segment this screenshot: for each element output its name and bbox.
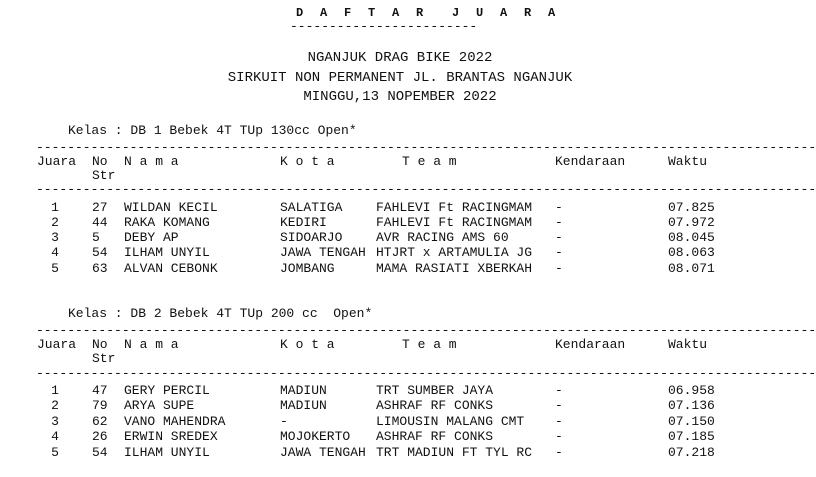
cell-no: 54 (92, 245, 108, 260)
cell-nama: ALVAN CEBONK (124, 261, 218, 276)
rule-top: ---------------------------------------------------------------------------------------------------- (36, 140, 816, 155)
event-venue: SIRKUIT NON PERMANENT JL. BRANTAS NGANJUK (227, 70, 573, 86)
cell-nama: GERY PERCIL (124, 383, 210, 398)
cell-team: ASHRAF RF CONKS (376, 398, 494, 413)
cell-no: 26 (92, 429, 108, 444)
cell-kendaraan: - (555, 230, 563, 245)
col-header-str: Str (92, 351, 116, 366)
cell-kota: MADIUN (280, 398, 327, 413)
cell-team: TRT MADIUN FT TYL RC (376, 445, 533, 460)
cell-team: MAMA RASIATI XBERKAH (376, 261, 533, 276)
event-name: NGANJUK DRAG BIKE 2022 (307, 50, 493, 66)
cell-kendaraan: - (555, 200, 563, 215)
cell-team: HTJRT x ARTAMULIA JG (376, 245, 533, 260)
cell-kendaraan: - (555, 398, 563, 413)
col-header-waktu: Waktu (668, 154, 708, 169)
col-header-kendaraan: Kendaraan (555, 154, 626, 169)
col-header-team: T e a m (402, 154, 457, 169)
cell-waktu: 07.136 (668, 398, 715, 413)
cell-nama: VANO MAHENDRA (124, 414, 226, 429)
cell-kota: JAWA TENGAH (280, 445, 366, 460)
cell-kota: SALATIGA (280, 200, 343, 215)
cell-juara: 5 (51, 261, 59, 276)
cell-nama: ILHAM UNYIL (124, 445, 210, 460)
cell-juara: 3 (51, 230, 59, 245)
cell-waktu: 07.972 (668, 215, 715, 230)
rule-bottom: ---------------------------------------------------------------------------------------------------- (36, 366, 816, 381)
cell-team: AVR RACING AMS 60 (376, 230, 509, 245)
col-header-kota: K o t a (280, 154, 335, 169)
cell-nama: WILDAN KECIL (124, 200, 218, 215)
cell-juara: 2 (51, 215, 59, 230)
cell-kota: SIDOARJO (280, 230, 343, 245)
cell-kendaraan: - (555, 261, 563, 276)
cell-juara: 1 (51, 200, 59, 215)
col-header-str: Str (92, 168, 116, 183)
cell-waktu: 07.218 (668, 445, 715, 460)
col-header-nama: N a m a (124, 154, 179, 169)
col-header-kendaraan: Kendaraan (555, 337, 626, 352)
cell-kendaraan: - (555, 383, 563, 398)
cell-kendaraan: - (555, 414, 563, 429)
cell-juara: 3 (51, 414, 59, 429)
cell-juara: 5 (51, 445, 59, 460)
cell-waktu: 06.958 (668, 383, 715, 398)
cell-no: 62 (92, 414, 108, 429)
cell-kota: KEDIRI (280, 215, 327, 230)
cell-nama: ILHAM UNYIL (124, 245, 210, 260)
cell-no: 44 (92, 215, 108, 230)
cell-waktu: 08.071 (668, 261, 715, 276)
class-label: Kelas : DB 2 Bebek 4T TUp 200 cc Open* (68, 306, 373, 321)
rule-top: ---------------------------------------------------------------------------------------------------- (36, 323, 816, 338)
cell-no: 27 (92, 200, 108, 215)
col-header-nama: N a m a (124, 337, 179, 352)
col-header-juara: Juara (37, 154, 77, 169)
cell-team: LIMOUSIN MALANG CMT (376, 414, 525, 429)
col-header-team: T e a m (402, 337, 457, 352)
cell-kota: - (280, 414, 288, 429)
cell-kendaraan: - (555, 215, 563, 230)
cell-kota: MOJOKERTO (280, 429, 351, 444)
cell-team: FAHLEVI Ft RACINGMAM (376, 215, 533, 230)
rule-bottom: ---------------------------------------------------------------------------------------------------- (36, 182, 816, 197)
cell-no: 47 (92, 383, 108, 398)
cell-kota: JAWA TENGAH (280, 245, 366, 260)
event-date: MINGGU,13 NOPEMBER 2022 (303, 89, 497, 105)
cell-nama: ARYA SUPE (124, 398, 195, 413)
cell-waktu: 08.063 (668, 245, 715, 260)
col-header-juara: Juara (37, 337, 77, 352)
cell-no: 79 (92, 398, 108, 413)
cell-kendaraan: - (555, 245, 563, 260)
cell-team: TRT SUMBER JAYA (376, 383, 494, 398)
cell-kendaraan: - (555, 445, 563, 460)
cell-juara: 2 (51, 398, 59, 413)
cell-team: ASHRAF RF CONKS (376, 429, 494, 444)
cell-kota: MADIUN (280, 383, 327, 398)
cell-waktu: 07.185 (668, 429, 715, 444)
document-title: D A F T A R J U A R A (296, 6, 561, 20)
cell-kendaraan: - (555, 429, 563, 444)
cell-waktu: 07.825 (668, 200, 715, 215)
cell-no: 5 (92, 230, 100, 245)
col-header-no: No (92, 337, 108, 352)
cell-team: FAHLEVI Ft RACINGMAM (376, 200, 533, 215)
cell-nama: DEBY AP (124, 230, 179, 245)
cell-juara: 4 (51, 429, 59, 444)
cell-kota: JOMBANG (280, 261, 335, 276)
cell-no: 63 (92, 261, 108, 276)
cell-nama: ERWIN SREDEX (124, 429, 218, 444)
col-header-no: No (92, 154, 108, 169)
cell-no: 54 (92, 445, 108, 460)
cell-juara: 4 (51, 245, 59, 260)
cell-waktu: 07.150 (668, 414, 715, 429)
col-header-waktu: Waktu (668, 337, 708, 352)
col-header-kota: K o t a (280, 337, 335, 352)
cell-juara: 1 (51, 383, 59, 398)
title-underline: ------------------------ (290, 19, 478, 34)
class-label: Kelas : DB 1 Bebek 4T TUp 130cc Open* (68, 123, 357, 138)
cell-waktu: 08.045 (668, 230, 715, 245)
cell-nama: RAKA KOMANG (124, 215, 210, 230)
